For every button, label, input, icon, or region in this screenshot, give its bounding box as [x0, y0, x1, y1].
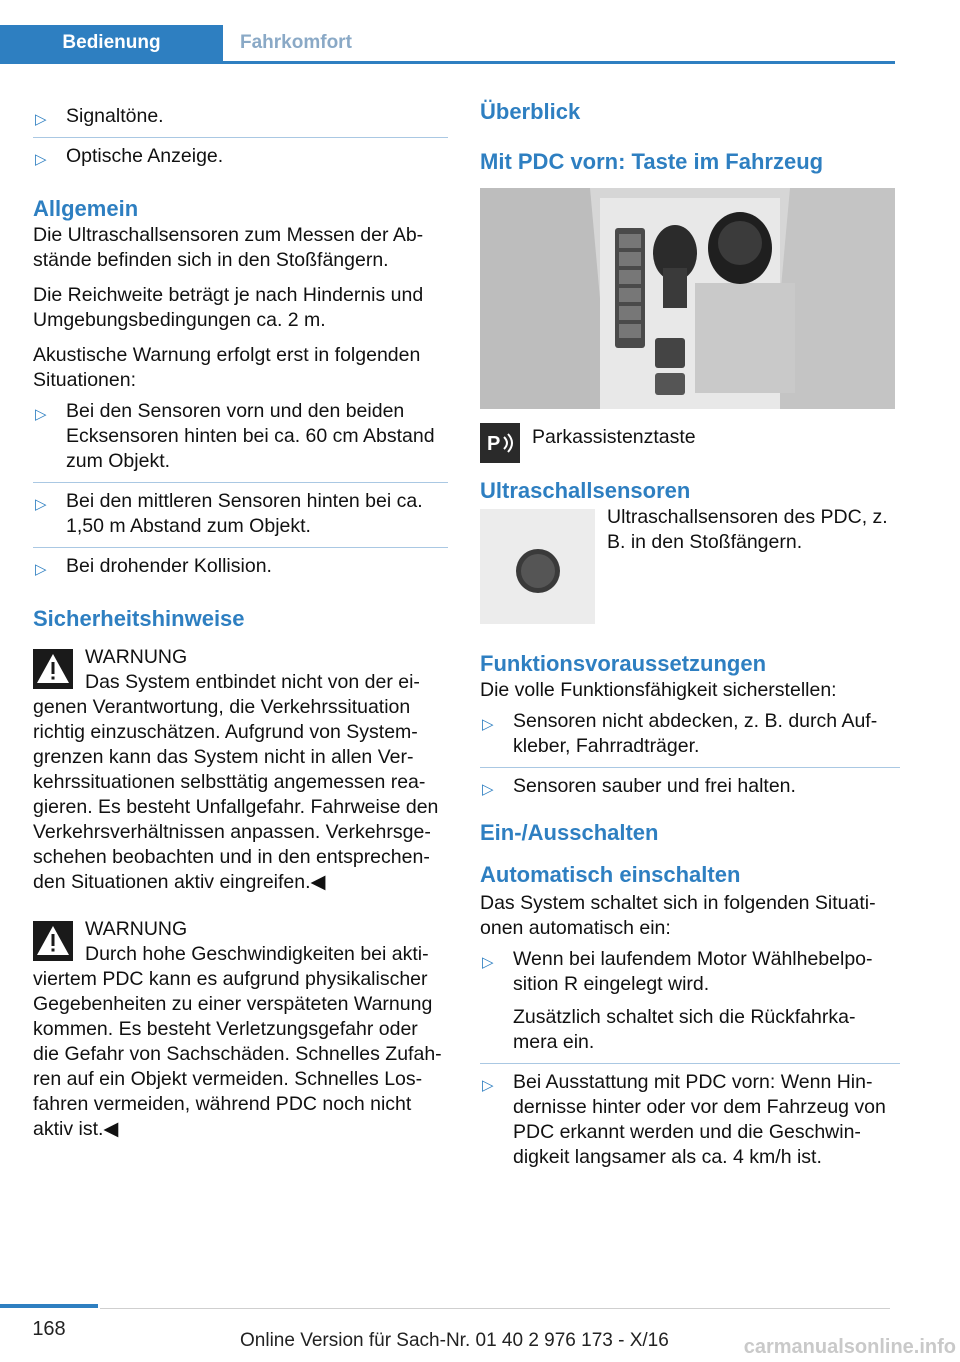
- list-item: ▷ Bei den Sensoren vorn und den beiden Ecksensoren hinten bei ca. 60 cm Abstand zum Objekt.: [33, 393, 448, 483]
- triangle-bullet-icon: ▷: [482, 1077, 494, 1094]
- list-item: ▷ Optische Anzeige.: [33, 138, 448, 177]
- triangle-bullet-icon: ▷: [35, 151, 47, 168]
- list-item: ▷ Sensoren sauber und frei halten.: [480, 768, 900, 807]
- warning-text: Durch hohe Geschwindigkeiten bei akti‐ viertem PDC kann es aufgrund physikalischer Gegebenheiten zu einer verspäteten Warnung kommen. Es besteht Verletzungsgefahr oder die Gefahr von Sachschäden. Schnelles Zufah‐ ren auf ein Objekt vermeiden. Schnelles Los‐ fahren vermeiden, während PDC noch nicht aktiv ist.◀: [33, 943, 442, 1140]
- paragraph: Die Ultraschallsensoren zum Messen der Ab‐ stände befinden sich in den Stoßfängern.: [33, 224, 424, 271]
- intro-list: [33, 98, 448, 177]
- heading-automatisch-einschalten: Automatisch einschalten: [480, 862, 741, 887]
- paragraph: Die Reichweite beträgt je nach Hindernis und Umgebungsbedingungen ca. 2 m.: [33, 284, 424, 331]
- list-item: ▷ Sensoren nicht abdecken, z. B. durch Auf‐ kleber, Fahrradträger.: [480, 703, 900, 768]
- page-number: 168: [32, 1318, 66, 1340]
- paragraph: Akustische Warnung erfolgt erst in folgenden Situationen:: [33, 344, 421, 391]
- warning-text: Das System entbindet nicht von der ei‐ genen Verantwortung, die Verkehrssituation richtig einzuschätzen. Aufgrund von System‐ grenzen kann das System nicht in allen Ver‐ kehrssituationen selbsttätig angemessen rea‐ gieren. Es besteht Unfallgefahr. Fahrweise den Verkehrsverhältnissen anpassen. Verkehrsge‐ schehen beobachten und in den entsprechen‐ den Situationen aktiv eingreifen.◀: [33, 671, 439, 893]
- heading-ueberblick: Überblick: [480, 99, 581, 124]
- warning-situations-list: [33, 393, 448, 587]
- auto-list: [480, 941, 900, 1178]
- left-column: [33, 98, 448, 1142]
- right-column: [480, 98, 900, 1190]
- parkassist-line: [480, 423, 900, 463]
- list-item: ▷ Wenn bei laufendem Motor Wählhebelpo‐ sition R eingelegt wird. Zusätzlich schaltet sich die Rückfahrka‐ mera ein.: [480, 941, 900, 1064]
- warning-title: WARNUNG: [85, 646, 188, 668]
- warning-block-2: [33, 917, 448, 1142]
- footer-accent-bar: [0, 1304, 98, 1308]
- list-item: ▷ Bei den mittleren Sensoren hinten bei ca. 1,50 m Abstand zum Objekt.: [33, 483, 448, 548]
- triangle-bullet-icon: ▷: [35, 111, 47, 128]
- watermark-text: carmanualsonline.info: [743, 1336, 956, 1358]
- heading-allgemein: Allgemein: [33, 196, 139, 221]
- funktion-list: [480, 703, 900, 807]
- heading-ultraschallsensoren: Ultraschallsensoren: [480, 478, 691, 503]
- heading-sicherheitshinweise: Sicherheitshinweise: [33, 606, 245, 631]
- chapter-tab-bar: [0, 25, 895, 64]
- list-item: ▷ Bei drohender Kollision.: [33, 548, 448, 587]
- tab-bedienung[interactable]: Bedienung: [0, 25, 223, 61]
- center-console-photo: [480, 188, 895, 409]
- sensor-row: [480, 506, 900, 624]
- ultrasonic-sensor-text: Ultraschallsensoren des PDC, z. B. in den Stoßfängern.: [607, 506, 888, 553]
- triangle-bullet-icon: ▷: [482, 954, 494, 971]
- footer-divider: [100, 1308, 890, 1309]
- paragraph: Die volle Funktionsfähigkeit sicherstellen:: [480, 679, 837, 701]
- triangle-bullet-icon: ▷: [35, 561, 47, 578]
- heading-funktionsvoraussetzungen: Funktionsvoraussetzungen: [480, 651, 767, 676]
- triangle-bullet-icon: ▷: [482, 716, 494, 733]
- ultrasonic-sensor-image: [480, 509, 595, 624]
- warning-triangle-icon: [33, 921, 73, 961]
- parkassist-label: Parkassistenztaste: [532, 425, 696, 448]
- paragraph: Das System schaltet sich in folgenden Situati‐ onen automatisch ein:: [480, 892, 876, 939]
- svg-text:P: P: [487, 433, 501, 455]
- tab-fahrkomfort[interactable]: Fahrkomfort: [240, 32, 352, 53]
- triangle-bullet-icon: ▷: [35, 406, 47, 423]
- list-item: ▷ Signaltöne.: [33, 98, 448, 138]
- warning-title: WARNUNG: [85, 918, 188, 940]
- warning-block-1: [33, 645, 448, 895]
- online-version-text: Online Version für Sach-Nr. 01 40 2 976 173 - X/16: [240, 1330, 669, 1351]
- list-item: ▷ Bei Ausstattung mit PDC vorn: Wenn Hin‐ dernisse hinter oder vor dem Fahrzeug von PDC erkannt werden und die Geschwin‐ digkeit langsamer als ca. 4 km/h ist.: [482, 1071, 886, 1168]
- parking-assist-button-icon: [480, 423, 520, 463]
- triangle-bullet-icon: ▷: [35, 496, 47, 513]
- triangle-bullet-icon: ▷: [482, 781, 494, 798]
- heading-pdc-vorn: Mit PDC vorn: Taste im Fahrzeug: [480, 149, 824, 174]
- warning-triangle-icon: [33, 649, 73, 689]
- heading-ein-ausschalten: Ein-/Ausschalten: [480, 820, 659, 845]
